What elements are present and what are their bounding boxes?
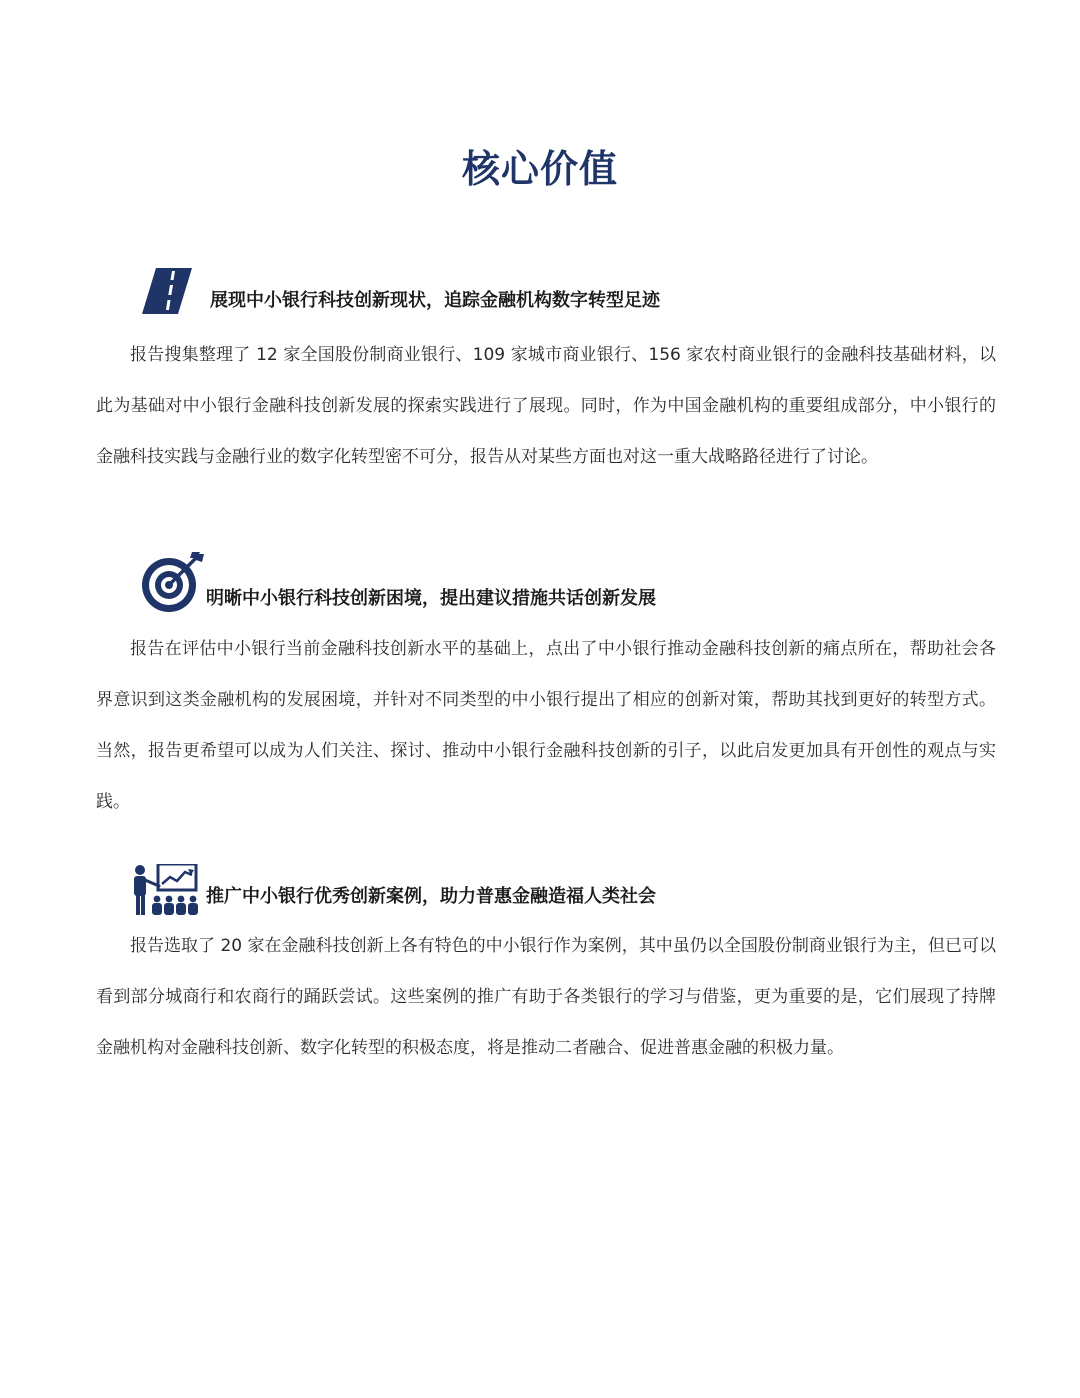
page-title: 核心价值 [461, 147, 618, 191]
section-body: 报告选取了 20 家在金融科技创新上各有特色的中小银行作为案例，其中虽仍以全国股份制商业银行为主，但已可以看到部分城商行和农商行的踊跃尝试。这些案例的推广有助于各类银行的学习与借鉴，更为重要的是，它们展现了持牌金融机构对金融科技创新、数字化转型的积极态度，将是推动二者融合、促进普惠金融的积极力量。 [96, 936, 996, 1058]
section-body: 报告在评估中小银行当前金融科技创新水平的基础上，点出了中小银行推动金融科技创新的痛点所在，帮助社会各界意识到这类金融机构的发展困境，并针对不同类型的中小银行提出了相应的创新对策，帮助其找到更好的转型方式。当然，报告更希望可以成为人们关注、探讨、推动中小银行金融科技创新的引子，以此启发更加具有开创性的观点与实践。 [96, 639, 996, 812]
section-heading: 展现中小银行科技创新现状，追踪金融机构数字转型足迹 [210, 290, 660, 311]
section-header [96, 858, 996, 918]
value-section-2 [96, 546, 996, 828]
target-arrow-icon [140, 548, 206, 618]
section-heading: 明晰中小银行科技创新困境，提出建议措施共话创新发展 [206, 588, 656, 609]
value-section-3 [96, 858, 996, 1074]
road-icon [142, 268, 194, 318]
section-header [96, 262, 996, 322]
section-heading: 推广中小银行优秀创新案例，助力普惠金融造福人类社会 [206, 886, 656, 907]
section-body: 报告搜集整理了 12 家全国股份制商业银行、109 家城市商业银行、156 家农村商业银行的金融科技基础材料，以此为基础对中小银行金融科技创新发展的探索实践进行了展现。同时，作为中国金融机构的重要组成部分，中小银行的金融科技实践与金融行业的数字化转型密不可分，报告从对某些方面也对这一重大战略路径进行了讨论。 [96, 345, 996, 467]
section-header [96, 546, 996, 609]
value-section-1 [96, 262, 996, 483]
presentation-audience-icon [130, 864, 200, 920]
